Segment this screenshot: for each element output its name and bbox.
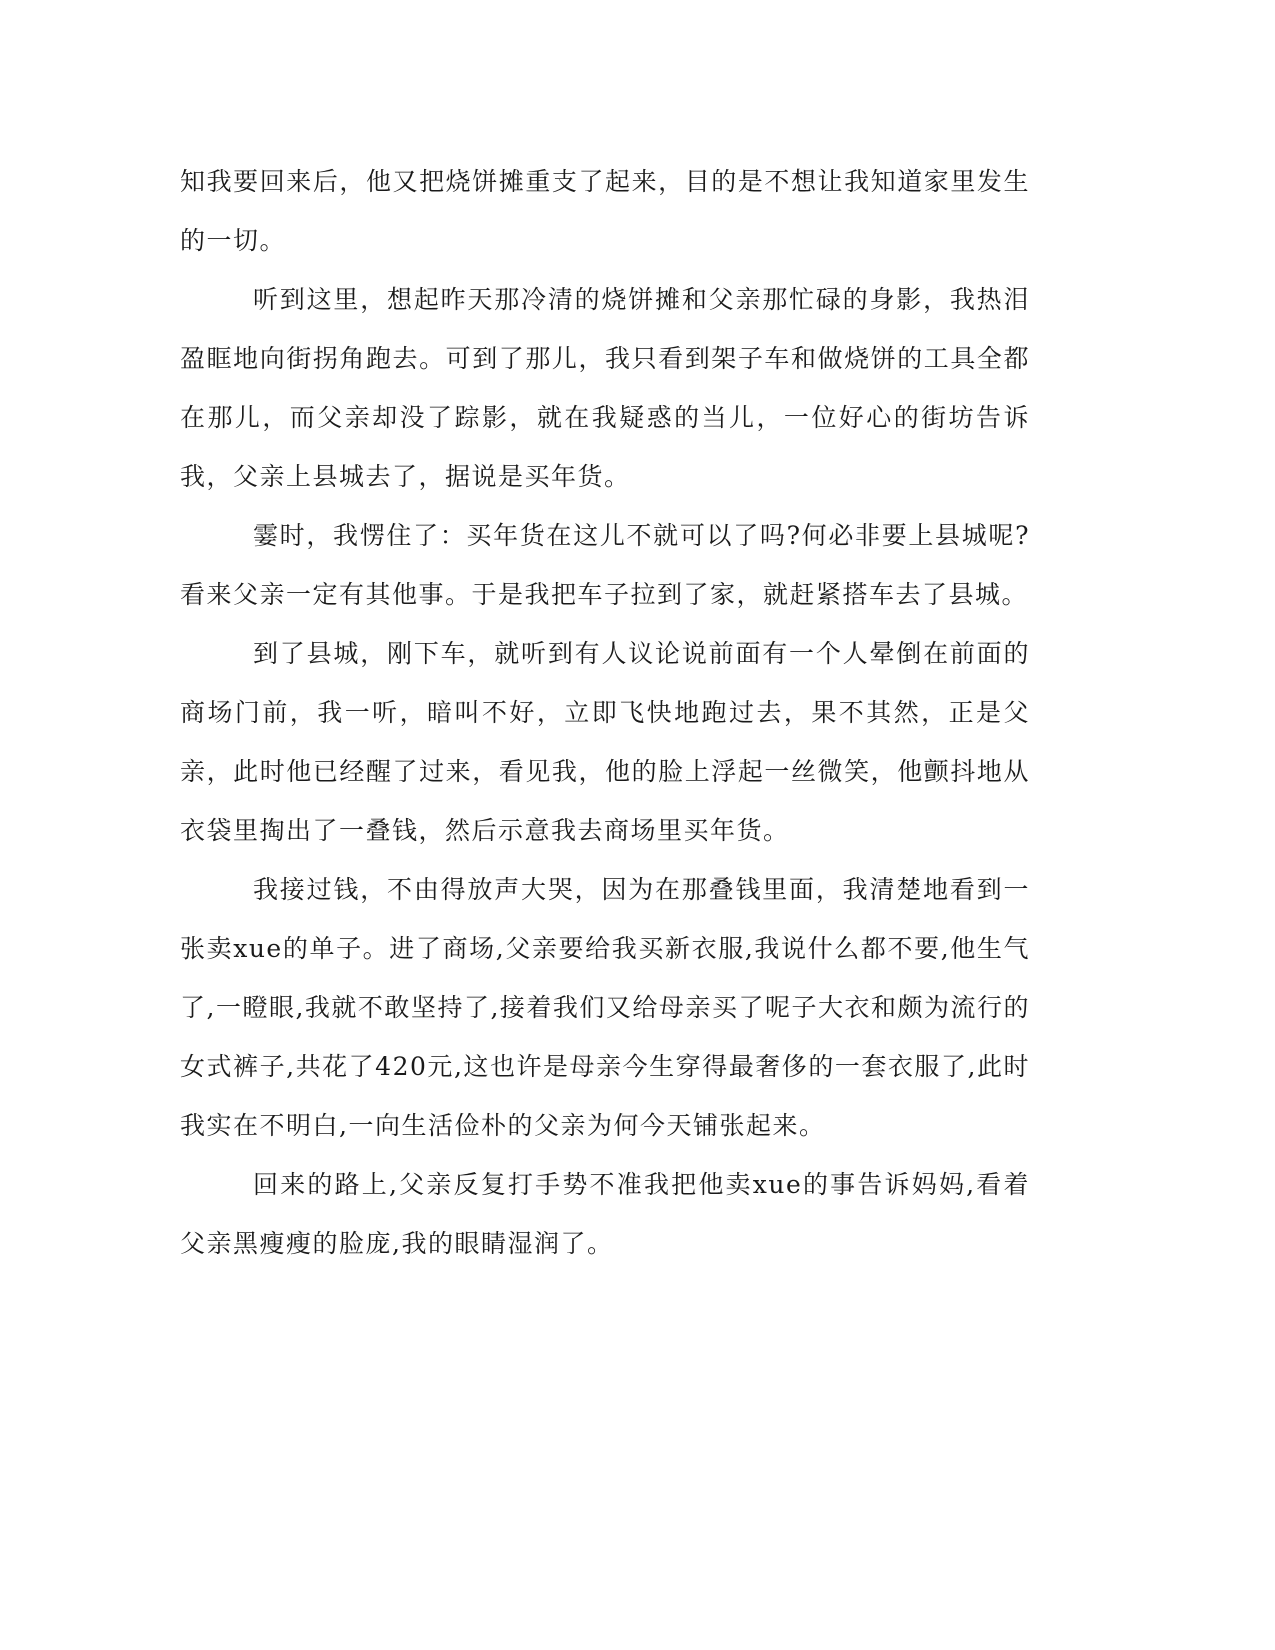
paragraph: 我接过钱，不由得放声大哭，因为在那叠钱里面，我清楚地看到一张卖xue的单子。进了商场,父亲要给我买新衣服,我说什么都不要,他生气了,一瞪眼,我就不敢坚持了,接着我们又给母亲买了呢子大衣和颇为流行的女式裤子,共花了420元,这也许是母亲今生穿得最奢侈的一套衣服了,此时我实在不明白,一向生活俭朴的父亲为何今天铺张起来。 bbox=[180, 875, 1030, 1140]
document-body bbox=[180, 152, 1030, 1273]
paragraph: 听到这里，想起昨天那冷清的烧饼摊和父亲那忙碌的身影，我热泪盈眶地向街拐角跑去。可到了那儿，我只看到架子车和做烧饼的工具全都在那儿，而父亲却没了踪影，就在我疑惑的当儿，一位好心的街坊告诉我，父亲上县城去了，据说是买年货。 bbox=[180, 285, 1030, 491]
paragraph: 回来的路上,父亲反复打手势不准我把他卖xue的事告诉妈妈,看着父亲黑瘦瘦的脸庞,我的眼睛湿润了。 bbox=[180, 1170, 1030, 1258]
paragraph: 霎时，我愣住了：买年货在这儿不就可以了吗?何必非要上县城呢?看来父亲一定有其他事。于是我把车子拉到了家，就赶紧搭车去了县城。 bbox=[180, 521, 1030, 609]
paragraph: 到了县城，刚下车，就听到有人议论说前面有一个人晕倒在前面的商场门前，我一听，暗叫不好，立即飞快地跑过去，果不其然，正是父亲，此时他已经醒了过来，看见我，他的脸上浮起一丝微笑，他颤抖地从衣袋里掏出了一叠钱，然后示意我去商场里买年货。 bbox=[180, 639, 1030, 845]
paragraph-continuation: 知我要回来后，他又把烧饼摊重支了起来，目的是不想让我知道家里发生的一切。 bbox=[180, 167, 1030, 255]
